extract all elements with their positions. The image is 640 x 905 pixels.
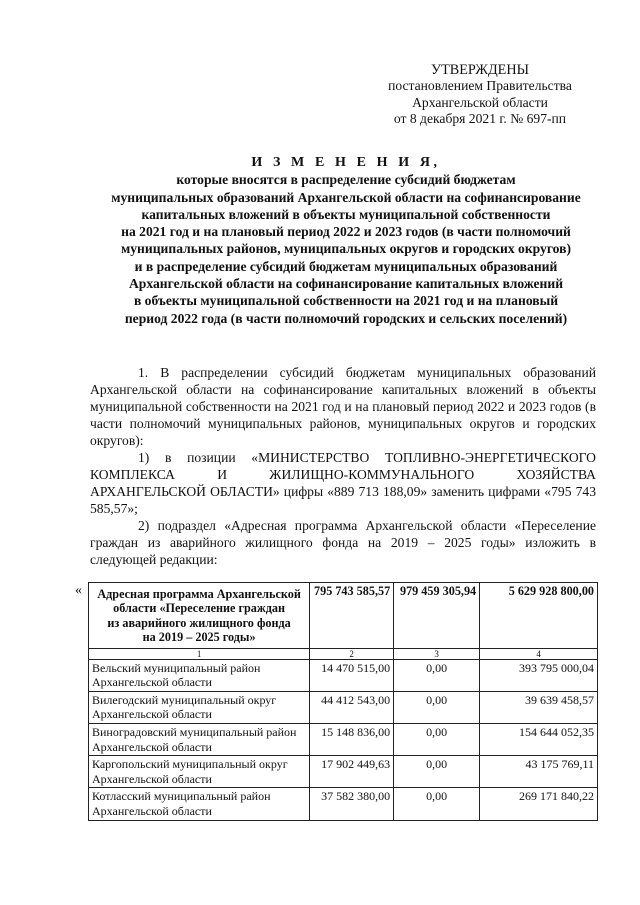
paragraph-3: 2) подраздел «Адресная программа Архангельской области «Переселение граждан из аварийного жилищного фонда на 2019 – 2025 годы» изложить в следующей редакции: [90, 518, 596, 567]
value-2022: 0,00 [394, 724, 480, 756]
open-quote: « [75, 583, 82, 598]
value-2021: 17 902 449,63 [310, 756, 394, 788]
changes-line: на 2021 год и на плановый период 2022 и 2023 годов (в части полномочий [121, 224, 571, 240]
table-row [89, 724, 598, 756]
column-index-row [89, 648, 598, 659]
paragraph-1: 1. В распределении субсидий бюджетам муниципальных образований Архангельской области на софинансирование капитальных вложений в объекты муниципальной собственности на 2021 год и на плановый период 2022 и 2023 годов (в части полномочий муниципальных районов, муниципальных округов и городских округов): [90, 365, 596, 448]
municipality-name: Каргопольский муниципальный округ Архангельской области [89, 756, 310, 788]
table-row [89, 691, 598, 723]
changes-line: муниципальных образований Архангельской области на софинансирование [111, 189, 581, 205]
subsidy-table [88, 582, 598, 821]
changes-line: в объекты муниципальной собственности на 2021 год и на плановый [133, 293, 559, 309]
table-header-row [89, 583, 598, 649]
changes-title: И З М Е Н Е Н И Я, [251, 155, 441, 170]
column-index: 1 [89, 648, 310, 659]
document-body [90, 364, 596, 568]
value-2023: 269 171 840,22 [480, 788, 598, 820]
value-2023: 43 175 769,11 [480, 756, 598, 788]
municipality-name: Вельский муниципальный район Архангельской области [89, 659, 310, 691]
table-row [89, 659, 598, 691]
approval-line: Архангельской области [412, 94, 548, 110]
changes-line: и в распределение субсидий бюджетам муниципальных образований [134, 258, 558, 274]
value-2023: 393 795 000,04 [480, 659, 598, 691]
municipality-name: Котласский муниципальный район Архангельской области [89, 788, 310, 820]
column-index: 2 [310, 648, 394, 659]
approval-block [360, 62, 600, 128]
approval-line: от 8 декабря 2021 г. № 697-пп [393, 111, 567, 127]
column-index: 3 [394, 648, 480, 659]
municipality-name: Вилегодский муниципальный округ Архангельской области [89, 691, 310, 723]
value-2022: 0,00 [394, 659, 480, 691]
value-2021: 14 470 515,00 [310, 659, 394, 691]
changes-line: Архангельской области на софинансирование капитальных вложений [128, 276, 564, 292]
program-name-line: на 2019 – 2025 годы» [142, 630, 256, 645]
program-name-cell [89, 583, 310, 649]
program-name-line: области «Переселение граждан [113, 601, 286, 616]
program-total-2021: 795 743 585,57 [310, 583, 394, 649]
paragraph-2: 1) в позиции «МИНИСТЕРСТВО ТОПЛИВНО-ЭНЕРГЕТИЧЕСКОГО КОМПЛЕКСА И ЖИЛИЩНО-КОММУНАЛЬНОГО ХОЗЯЙСТВА АРХАНГЕЛЬСКОЙ ОБЛАСТИ» цифры «889 713 188,09» заменить цифрами «795 743 585,57»; [90, 450, 596, 516]
changes-line: капитальных вложений в объекты муниципальной собственности [141, 206, 551, 222]
value-2022: 0,00 [394, 756, 480, 788]
value-2022: 0,00 [394, 788, 480, 820]
program-total-2023: 5 629 928 800,00 [480, 583, 598, 649]
approval-line: постановлением Правительства [388, 78, 572, 94]
value-2022: 0,00 [394, 691, 480, 723]
municipality-name: Виноградовский муниципальный район Архангельской области [89, 724, 310, 756]
changes-line: муниципальных районов, муниципальных округов и городских округов) [121, 241, 571, 257]
value-2021: 44 412 543,00 [310, 691, 394, 723]
changes-line: которые вносятся в распределение субсидий бюджетам [176, 172, 516, 188]
value-2023: 154 644 052,35 [480, 724, 598, 756]
program-name-line: из аварийного жилищного фонда [107, 615, 291, 630]
column-index: 4 [480, 648, 598, 659]
table-row [89, 788, 598, 820]
program-total-2022: 979 459 305,94 [394, 583, 480, 649]
value-2023: 39 639 458,57 [480, 691, 598, 723]
table-row [89, 756, 598, 788]
program-name-line: Адресная программа Архангельской [97, 587, 301, 601]
value-2021: 15 148 836,00 [310, 724, 394, 756]
approval-title: УТВЕРЖДЕНЫ [431, 62, 529, 78]
changes-heading [78, 154, 614, 327]
value-2021: 37 582 380,00 [310, 788, 394, 820]
changes-line: период 2022 года (в части полномочий городских и сельских поселений) [124, 310, 568, 326]
